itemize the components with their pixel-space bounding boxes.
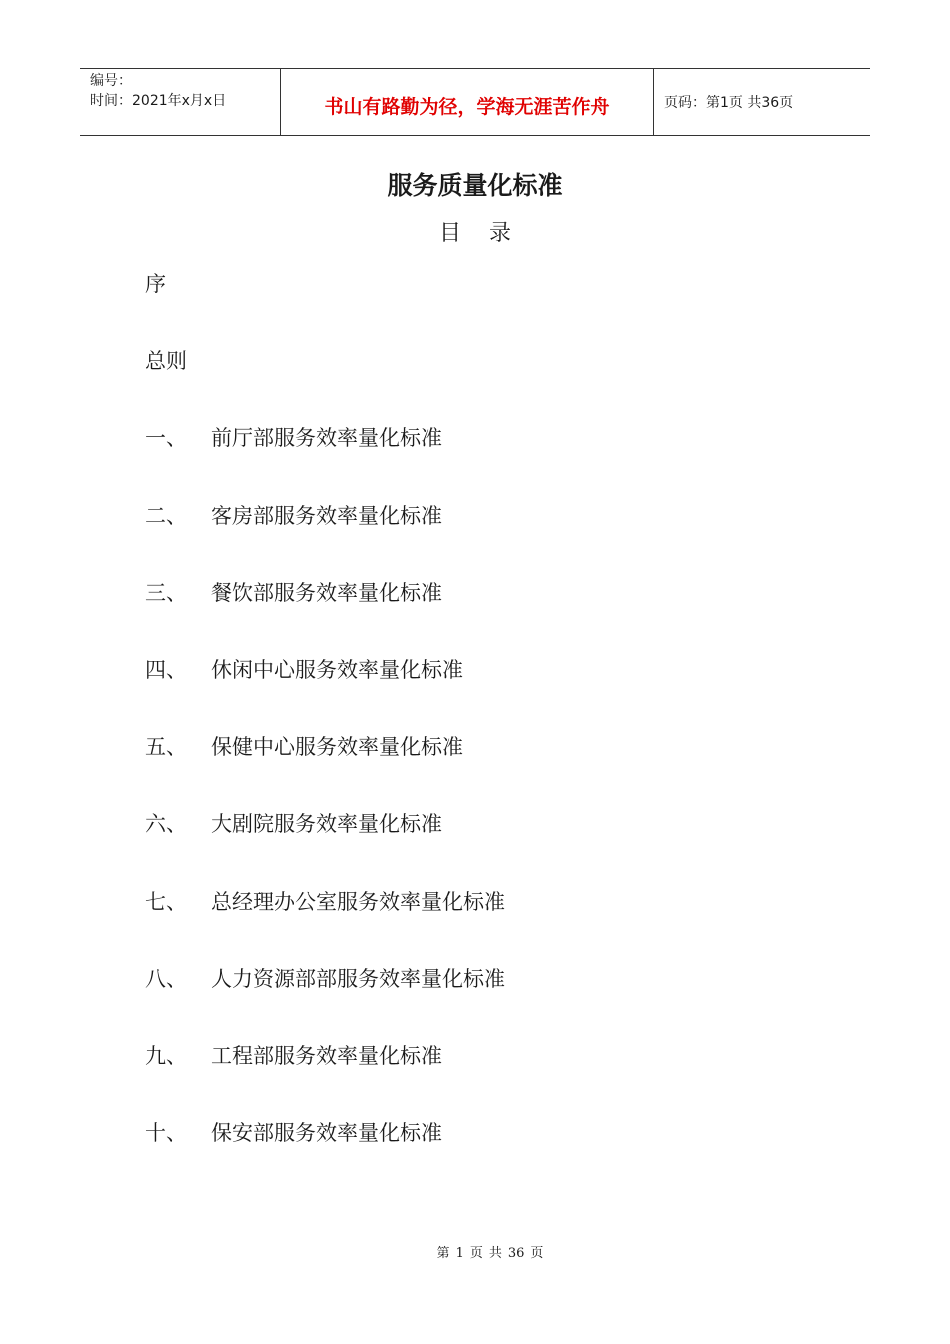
toc-item-number: 十、: [145, 1121, 187, 1146]
footer-page-number: 1: [455, 1246, 464, 1261]
toc-item[interactable]: [145, 963, 845, 1040]
toc-item[interactable]: [145, 500, 845, 577]
footer-word: 共: [488, 1246, 502, 1261]
toc-item-number: 九、: [145, 1043, 187, 1068]
toc-item-number: 二、: [145, 503, 187, 528]
footer-word: 页: [469, 1246, 483, 1261]
toc-heading: [0, 218, 950, 250]
time-label: 时间：2021年x月x日: [90, 93, 227, 109]
document-title: 服务质量化标准: [387, 171, 563, 200]
toc-item-text: 序: [145, 272, 166, 296]
toc-item-text: 大剧院服务效率量化标准: [211, 812, 442, 837]
toc-item-text: 客房部服务效率量化标准: [211, 503, 442, 528]
table-of-contents: [145, 268, 845, 1194]
toc-item-number: 五、: [145, 735, 187, 760]
footer-total-pages: 36: [507, 1246, 525, 1261]
footer-word: 第: [436, 1246, 450, 1261]
toc-item-text: 保健中心服务效率量化标准: [211, 735, 463, 760]
toc-item-number: 七、: [145, 889, 187, 914]
toc-item[interactable]: [145, 422, 845, 499]
toc-item-text: 餐饮部服务效率量化标准: [211, 580, 442, 605]
toc-item-number: 一、: [145, 426, 187, 451]
toc-item[interactable]: [145, 808, 845, 885]
toc-item[interactable]: [145, 1040, 845, 1117]
page-footer: [0, 1244, 950, 1264]
toc-item[interactable]: [145, 577, 845, 654]
header-meta: [80, 69, 281, 135]
toc-item-number: 三、: [145, 580, 187, 605]
toc-item-text: 休闲中心服务效率量化标准: [211, 657, 463, 682]
serial-label: 编号：: [90, 73, 132, 89]
toc-item[interactable]: [145, 1117, 845, 1194]
toc-item-text: 工程部服务效率量化标准: [211, 1043, 442, 1068]
page-header: [80, 68, 870, 136]
toc-item-text: 保安部服务效率量化标准: [211, 1121, 442, 1146]
header-motto: 书山有路勤为径，学海无涯苦作舟: [281, 69, 654, 135]
toc-item-text: 前厅部服务效率量化标准: [211, 426, 442, 451]
header-page-info: 页码：第1页 共36页: [664, 95, 794, 111]
toc-item-text: 人力资源部部服务效率量化标准: [211, 966, 505, 991]
footer-word: 页: [530, 1246, 544, 1261]
toc-item[interactable]: [145, 345, 845, 422]
toc-item[interactable]: [145, 886, 845, 963]
toc-heading-char-2: 录: [489, 221, 512, 246]
toc-item-number: 六、: [145, 812, 187, 837]
toc-item-text: 总经理办公室服务效率量化标准: [211, 889, 505, 914]
toc-item-number: 八、: [145, 966, 187, 991]
toc-item-number: 四、: [145, 657, 187, 682]
toc-item[interactable]: [145, 268, 845, 345]
toc-heading-char-1: 目: [438, 221, 461, 246]
toc-item[interactable]: [145, 731, 845, 808]
toc-item[interactable]: [145, 654, 845, 731]
toc-item-text: 总则: [145, 349, 187, 374]
